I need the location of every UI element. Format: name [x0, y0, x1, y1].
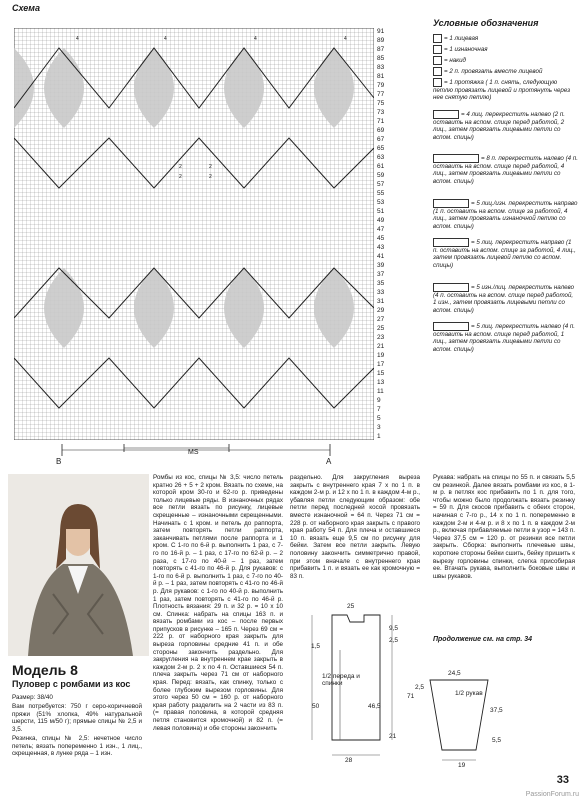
row-number: 59	[377, 172, 385, 179]
row-number: 15	[377, 370, 385, 377]
knit-stitch-icon	[433, 34, 442, 43]
row-number: 67	[377, 136, 385, 143]
model-subtitle: Пуловер с ромбами из кос	[12, 679, 131, 689]
row-number: 89	[377, 37, 385, 44]
cable-5-left-purl-icon	[433, 283, 469, 292]
instructions-col2: раздельно. Для закругления выреза закрыть с внутреннего края 7 х по 1 п. в каждом 2-м р. и 12 х по 1 п. в каждом 4-м р., убавляя петли следующим образом: обе петли перед последней косой провязать вместе изнаночной = 64 п. Через 71 см = 228 р. от наборного края закрыть с правого края работу 54 п. Для плеча и оставшиеся 10 п. вязать еще 9,5 см по рисунку для бейки. Затем все петли закрыть. Левую половину закончить симметрично правой, при этом вначале с внутреннего края прибавить 1 п. и вязать ее как кромочную = 83 п.	[290, 474, 420, 580]
model-title: Модель 8	[12, 662, 78, 678]
legend-item: = 5 лиц. перекрестить направо (1 п. оставить на вспом. спице за работой, 4 лиц., затем провязать лицевой петлю со вспом. спицы)	[433, 239, 576, 269]
row-number: 73	[377, 109, 385, 116]
row-number: 57	[377, 181, 385, 188]
row-number: 61	[377, 163, 385, 170]
chart-label-b: B	[56, 457, 62, 466]
sleeve-schematic-label: 1/2 рукав	[455, 690, 483, 697]
svg-text:2: 2	[209, 174, 212, 180]
row-number: 23	[377, 334, 385, 341]
cable-5-right-icon	[433, 238, 469, 247]
row-number: 1	[377, 433, 381, 440]
row-number: 91	[377, 28, 385, 35]
cable-5-right-purl-icon	[433, 199, 469, 208]
row-number: 87	[377, 46, 385, 53]
row-number: 43	[377, 244, 385, 251]
legend-item: = накид	[433, 56, 578, 65]
svg-text:4: 4	[344, 36, 347, 42]
legend-item: = 8 п. перекрестить налево (4 п. оставить на вспом. спице перед работой, 4 лиц., затем провязать лицевыми петли со вспом. спицы)	[433, 155, 578, 185]
row-number: 7	[377, 406, 381, 413]
knitting-chart	[14, 28, 374, 440]
legend-title: Условные обозначения	[433, 18, 539, 28]
chart-title: Схема	[12, 3, 40, 13]
dim-label: 50	[312, 703, 320, 710]
dim-label: 1,5	[311, 643, 321, 650]
row-number: 83	[377, 64, 385, 71]
dim-label: 2,5	[389, 637, 399, 644]
row-number: 11	[377, 388, 384, 395]
row-number: 75	[377, 100, 385, 107]
cable-4-left-icon	[433, 110, 459, 119]
row-number: 5	[377, 415, 381, 422]
row-number: 79	[377, 82, 385, 89]
footer-watermark: PassionForum.ru	[525, 791, 579, 798]
row-number: 17	[377, 361, 385, 368]
row-number: 37	[377, 271, 385, 278]
legend-item: = 5 лиц./изн. перекрестить направо (1 п. оставить на вспом. спице за работой, 4 лиц., затем провязать изнаночной петлю со вспом. спицы)	[433, 200, 578, 230]
dim-label: 46,5	[368, 703, 381, 710]
legend-item: = 1 протяжка ( 1 п. снять, следующую петлю провязать лицевой и протянуть через нее снятую петлю)	[433, 79, 571, 102]
instructions-col3: Рукава: набрать на спицы по 55 п. и связать 5,5 см резинкой. Далее вязать ромбами из кос, в 1-м р. в петлях кос прибавить по 1 п. для того, чтобы можно было продолжать вязать резинку = 59 п. Для скосов прибавить с обеих сторон, начиная с 7-го р., 14 х по 1 п. попеременно в каждом 2-м и 4-м р. и 8 х по 1 п. в каждом 2-м р., включая прибавляемые петли в узор = 143 п. Через 37,5 см = 120 р. от резинки все петли закрыть. Сборка: выполнить плечевые швы, короткие стороны бейки сшить, бейку пришить к вырезу горловины спинки, слегка присобирая ее. Втачать рукава, выполнить боковые швы и швы рукавов.	[433, 474, 575, 580]
chart-label-ms: MS	[188, 449, 199, 456]
dim-label: 37,5	[490, 707, 503, 714]
row-number: 85	[377, 55, 385, 62]
svg-text:2: 2	[209, 164, 212, 170]
svg-text:4: 4	[76, 36, 79, 42]
svg-text:2: 2	[179, 174, 182, 180]
purl-stitch-icon	[433, 45, 442, 54]
row-number: 65	[377, 145, 385, 152]
legend-item: = 5 лиц. перекрестить налево (4 п. оставить на вспом. спице перед работой, 1 лиц., затем провязать лицевыми петли со вспом. спицы)	[433, 323, 575, 353]
cable-8-left-icon	[433, 154, 479, 163]
row-number: 71	[377, 118, 385, 125]
row-number: 53	[377, 199, 385, 206]
dim-label: 71	[407, 693, 415, 700]
dim-label: 28	[345, 757, 353, 764]
row-number: 13	[377, 379, 385, 386]
row-number: 51	[377, 208, 385, 215]
dim-label: 21	[389, 733, 397, 740]
sleeve-schematic	[428, 660, 508, 770]
row-number: 47	[377, 226, 385, 233]
body-schematic-label: 1/2 переда и спинки	[322, 673, 360, 687]
dim-label: 9,5	[389, 625, 399, 632]
row-number: 81	[377, 73, 385, 80]
cable-5-left-icon	[433, 322, 469, 331]
model-size: Размер: 38/40	[12, 694, 53, 701]
row-number: 25	[377, 325, 385, 332]
row-number: 39	[377, 262, 385, 269]
row-number: 29	[377, 307, 385, 314]
row-number: 45	[377, 235, 385, 242]
row-number: 9	[377, 397, 381, 404]
row-number: 31	[377, 298, 385, 305]
dim-label: 5,5	[492, 737, 502, 744]
row-number: 21	[377, 343, 385, 350]
row-number: 19	[377, 352, 385, 359]
legend-item: = 4 лиц. перекрестить налево (2 п. оставить на вспом. спице перед работой, 2 лиц., затем провязать лицевыми петли со вспом. спицы)	[433, 111, 565, 141]
row-numbers	[377, 28, 391, 440]
row-number: 77	[377, 91, 385, 98]
row-number: 3	[377, 424, 381, 431]
k2tog-icon	[433, 67, 442, 76]
row-number: 41	[377, 253, 385, 260]
svg-text:4: 4	[254, 36, 257, 42]
model-photo	[8, 474, 149, 656]
model-materials: Вам потребуется: 750 г серо-коричневой пряжи (51% хлопка, 49% натуральной шерсти, 115 м/50 г); прямые спицы № 2,5 и 3,5.	[12, 703, 142, 733]
row-number: 33	[377, 289, 385, 296]
continuation-note: Продолжение см. на стр. 34	[433, 636, 533, 643]
row-number: 55	[377, 190, 385, 197]
legend-item: = 1 изнаночная	[433, 45, 578, 54]
dim-label: 24,5	[448, 670, 461, 677]
ssk-icon	[433, 78, 442, 87]
dim-label: 19	[458, 762, 466, 769]
svg-text:4: 4	[164, 36, 167, 42]
instructions-col1: Ромбы из кос, спицы № 3,5: число петель кратно 26 + 5 + 2 кром. Вязать по схеме, на которой кром 30-го и 62-го р. приведены только лицевые ряды. В изнаночных рядах все петли вязать по рисунку, лицевые скрещенные – изнаночными скрещенными. Начинать с 1 кром. и петель до раппорта, затем повторять петли раппорта, заканчивать петлями после раппорта и 1 кром. С 1-го по 6-й р. выполнить 1 раз, с 7-го по 16-й р. – 1 раз, с 17-го по 62-й р. – 2 раза, с 17-го по 40-й – 1 раз, затем повторять с 41-го по 46-й р. Для рукавов: с 1-го по 6-й р. выполнить 1 раз, с 7-го по 40-й р. – 1 раз, затем повторять с 41-го по 46-й р. Для рукавов: с 1-го по 40-й р. выполнить 1 раз, затем повторять с 41-го по 46-й р. Плотность вязания: 29 п. и 32 р. = 10 х 10 см. Спинка: набрать на спицы 163 п. и вязать ромбами из кос – после первых припусков в рисунке – 165 п. Через 69 см = 222 р. от наборного края закрыть для выреза горловины средние 41 п. и обе стороны закончить раздельно. Для закругления на внутреннем крае закрыть в каждом 2-м р. 2 х по 4 п. Оставшиеся 54 п. плеча закрыть через 71 см от наборного края. Перед: вязать, как спинку, только с более глубоким вырезом горловины. Для этого через 50 см = 160 р. от наборного края работу разделить на 2 части из 83 п. (= правая половина, в которой средняя петля становится кромочной) и 82 п. (= левая половина) и обе стороны закончить	[153, 474, 283, 732]
row-number: 49	[377, 217, 385, 224]
row-number: 69	[377, 127, 385, 134]
model-rib: Резинка, спицы № 2,5: нечетное число петель; вязать попеременно 1 изн., 1 лиц., скрещенная, в лунке ряда – 1 изн.	[12, 735, 142, 758]
legend-item: = 5 изн./лиц. перекрестить налево (4 п. оставить на вспом. спице перед работой, 1 изн., затем провязать лицевыми петли со вспом. спицы)	[433, 284, 575, 314]
svg-text:2: 2	[179, 164, 182, 170]
row-number: 63	[377, 154, 385, 161]
legend-item: = 2 п. провязать вместе лицевой	[433, 67, 578, 76]
yarn-over-icon	[433, 56, 442, 65]
chart-label-a: A	[326, 457, 332, 466]
page-number: 33	[556, 774, 569, 786]
row-number: 27	[377, 316, 385, 323]
dim-label: 25	[347, 603, 355, 610]
row-number: 35	[377, 280, 385, 287]
legend-item: = 1 лицевая	[433, 34, 578, 43]
dim-label: 2,5	[415, 684, 425, 691]
